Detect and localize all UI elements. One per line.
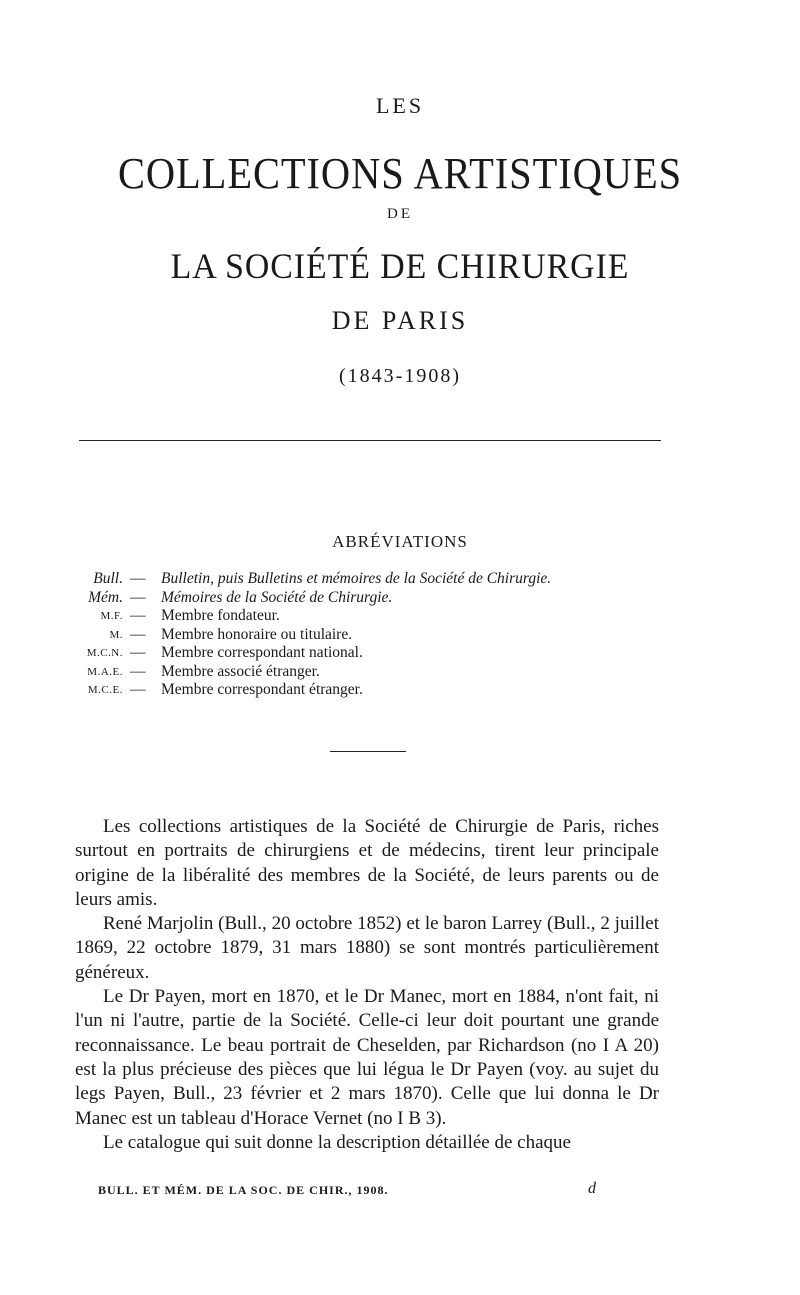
abbreviation-row — [75, 607, 695, 626]
paragraph: Le catalogue qui suit donne la description détaillée de chaque — [103, 1131, 571, 1153]
abbreviation-text: Mémoires de la Société de Chirurgie. — [161, 588, 393, 606]
abbreviation-row — [75, 681, 695, 700]
abbreviation-text: Bulletin, puis Bulletins et mémoires de la Société de Chirurgie. — [161, 570, 552, 587]
abbreviation-key: M.F. — [100, 610, 123, 622]
title-divider — [79, 440, 661, 441]
paragraph: Les collections artistiques de la Société de Chirurgie de Paris, riches surtout en portraits de chirurgiens et de médecins, tirent leur principale origine de la libéralité des membres de la Société, de leurs parents ou de leurs amis. — [75, 816, 659, 910]
abbreviation-key: M. — [109, 628, 123, 641]
abbreviations-heading: ABRÉVIATIONS — [332, 532, 468, 551]
running-footer: BULL. ET MÉM. DE LA SOC. DE CHIR., 1908. — [98, 1183, 389, 1197]
abbreviation-dash: — — [130, 625, 146, 643]
abbreviation-dash: — — [130, 588, 146, 606]
title-de: DE — [387, 206, 413, 222]
abbreviation-key: Bull. — [93, 570, 123, 587]
abbreviation-text: Membre correspondant national. — [161, 644, 363, 661]
abbreviation-text: Membre associé étranger. — [161, 662, 320, 680]
abbreviation-dash: — — [130, 662, 146, 680]
title-dates: (1843-1908) — [339, 365, 461, 387]
abbreviation-key: M.A.E. — [87, 665, 123, 678]
title-paris: DE PARIS — [331, 306, 469, 335]
abbreviation-row — [75, 626, 695, 645]
abbreviation-dash: — — [130, 570, 146, 587]
paragraph: René Marjolin (Bull., 20 octobre 1852) et le baron Larrey (Bull., 2 juillet 1869, 22 octobre 1879, 31 mars 1880) se sont montrés particulièrement généreux. — [75, 913, 659, 983]
abbreviations-list — [75, 570, 695, 700]
abbreviation-key: M.C.N. — [86, 647, 123, 659]
section-divider — [330, 751, 406, 752]
title-les: LES — [375, 93, 425, 118]
body-text — [75, 815, 659, 1155]
signature-mark: d — [588, 1180, 596, 1197]
abbreviation-dash: — — [130, 681, 146, 698]
title-societe: LA SOCIÉTÉ DE CHIRURGIE — [170, 246, 630, 286]
abbreviation-row — [75, 589, 695, 608]
abbreviation-row — [75, 644, 695, 663]
abbreviation-key: Mém. — [88, 588, 123, 606]
abbreviation-dash: — — [130, 607, 146, 624]
abbreviation-row — [75, 570, 695, 589]
abbreviation-dash: — — [130, 644, 146, 661]
abbreviation-text: Membre honoraire ou titulaire. — [161, 625, 353, 643]
abbreviation-row — [75, 663, 695, 682]
abbreviation-key: M.C.E. — [87, 684, 123, 696]
abbreviation-text: Membre correspondant étranger. — [161, 681, 363, 698]
abbreviation-text: Membre fondateur. — [161, 607, 280, 624]
title-collections: COLLECTIONS ARTISTIQUES — [117, 149, 683, 198]
paragraph: Le Dr Payen, mort en 1870, et le Dr Manec, mort en 1884, n'ont fait, ni l'un ni l'autre, partie de la Société. Celle-ci leur doit pourtant une grande reconnaissance. Le beau portrait de Cheselden, par Richardson (no I A 20) est la plus précieuse des pièces que lui légua le Dr Payen (voy. au sujet du legs Payen, Bull., 23 février et 2 mars 1870). Celle que lui donna le Dr Manec est un tableau d'Horace Vernet (no I B 3). — [75, 986, 659, 1129]
